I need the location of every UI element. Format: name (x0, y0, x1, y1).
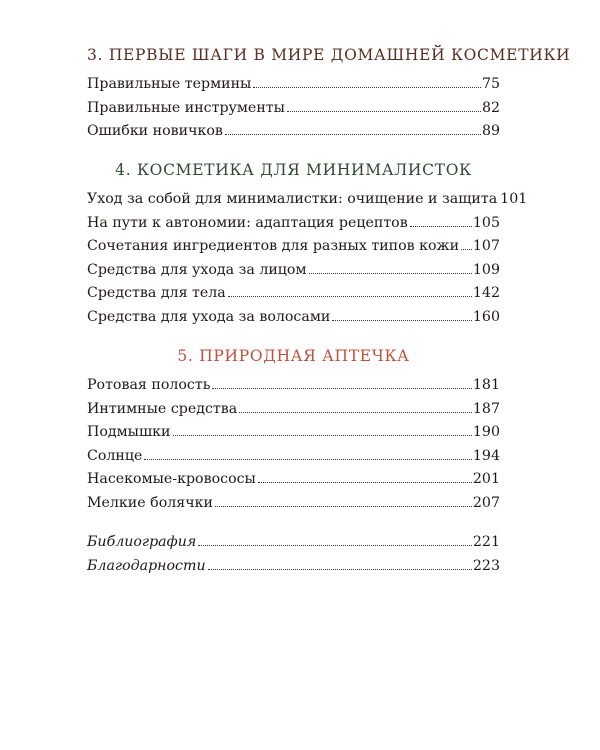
dot-leader (258, 482, 472, 483)
entry-title: Благодарности (87, 557, 206, 574)
page-number: 201 (472, 471, 500, 488)
entry-title: Правильные инструменты (87, 99, 285, 116)
dot-leader (309, 273, 472, 274)
entry-title: Библиография (87, 534, 197, 550)
entry-title: Средства для ухода за лицом (87, 261, 307, 278)
toc-section-4 (87, 160, 528, 330)
toc-entry[interactable] (87, 398, 500, 422)
toc-entry[interactable] (87, 374, 500, 398)
toc-entry[interactable] (87, 259, 500, 283)
page-number: 89 (481, 123, 500, 140)
entry-title: Сочетания ингредиентов для разных типов кожи (87, 238, 460, 255)
page-number: 223 (472, 557, 500, 574)
toc-section-3 (87, 45, 571, 144)
dot-leader (198, 545, 472, 546)
dot-leader (239, 412, 472, 413)
toc-entry[interactable] (87, 306, 500, 330)
dot-leader (208, 569, 472, 570)
page-number: 101 (500, 191, 528, 207)
dot-leader (173, 435, 472, 436)
dot-leader (215, 506, 472, 507)
dot-leader (212, 388, 471, 389)
entry-title: Правильные термины (87, 76, 252, 92)
entry-title: Подмышки (87, 424, 171, 441)
page-number: 207 (472, 494, 500, 511)
toc-entry[interactable] (87, 421, 500, 445)
toc-entry[interactable] (87, 235, 500, 259)
page-number: 82 (481, 99, 500, 116)
page-number: 187 (472, 400, 500, 417)
entry-title: Интимные средства (87, 400, 238, 417)
dot-leader (410, 226, 472, 227)
dot-leader (332, 320, 472, 321)
page-number: 109 (472, 261, 500, 278)
toc-entry[interactable] (87, 97, 500, 121)
toc-entry[interactable] (87, 73, 500, 97)
page-number: 221 (472, 534, 500, 550)
section-title: 4. КОСМЕТИКА ДЛЯ МИНИМАЛИСТОК (115, 161, 472, 179)
entry-title: Уход за собой для минималистки: очищение и защита (87, 191, 498, 207)
toc-entry[interactable] (87, 120, 500, 144)
toc-entry[interactable] (87, 282, 500, 306)
page-number: 160 (472, 308, 500, 325)
entry-title: На пути к автономии: адаптация рецептов (87, 214, 408, 231)
page-number: 190 (472, 424, 500, 441)
dot-leader (144, 459, 472, 460)
dot-leader (253, 87, 481, 88)
toc-entry[interactable] (87, 531, 500, 555)
page-number: 107 (472, 238, 500, 255)
entry-title: Мелкие болячки (87, 494, 213, 511)
page-number: 142 (472, 285, 500, 302)
section-title: 5. ПРИРОДНАЯ АПТЕЧКА (177, 347, 410, 365)
entry-title: Средства для ухода за волосами (87, 308, 331, 325)
toc-entry[interactable] (87, 212, 500, 236)
dot-leader (228, 296, 472, 297)
toc-entry[interactable] (87, 492, 500, 516)
entry-title: Средства для тела (87, 285, 226, 302)
page-number: 181 (472, 377, 500, 393)
toc-entry[interactable] (87, 188, 528, 212)
toc-entry[interactable] (87, 555, 500, 579)
entry-title: Насекомые-кровососы (87, 471, 256, 488)
entry-title: Ротовая полость (87, 377, 211, 393)
toc-entry[interactable] (87, 445, 500, 469)
page-number: 105 (472, 214, 500, 231)
dot-leader (287, 111, 481, 112)
toc-entry[interactable] (87, 468, 500, 492)
dot-leader (225, 134, 481, 135)
page-number: 194 (472, 447, 500, 464)
dot-leader (461, 249, 472, 250)
section-title: 3. ПЕРВЫЕ ШАГИ В МИРЕ ДОМАШНЕЙ КОСМЕТИКИ (87, 46, 571, 64)
entry-title: Солнце (87, 447, 143, 464)
toc-back-matter (87, 531, 500, 578)
toc-section-5 (87, 346, 500, 516)
page-number: 75 (481, 76, 500, 92)
entry-title: Ошибки новичков (87, 123, 223, 140)
